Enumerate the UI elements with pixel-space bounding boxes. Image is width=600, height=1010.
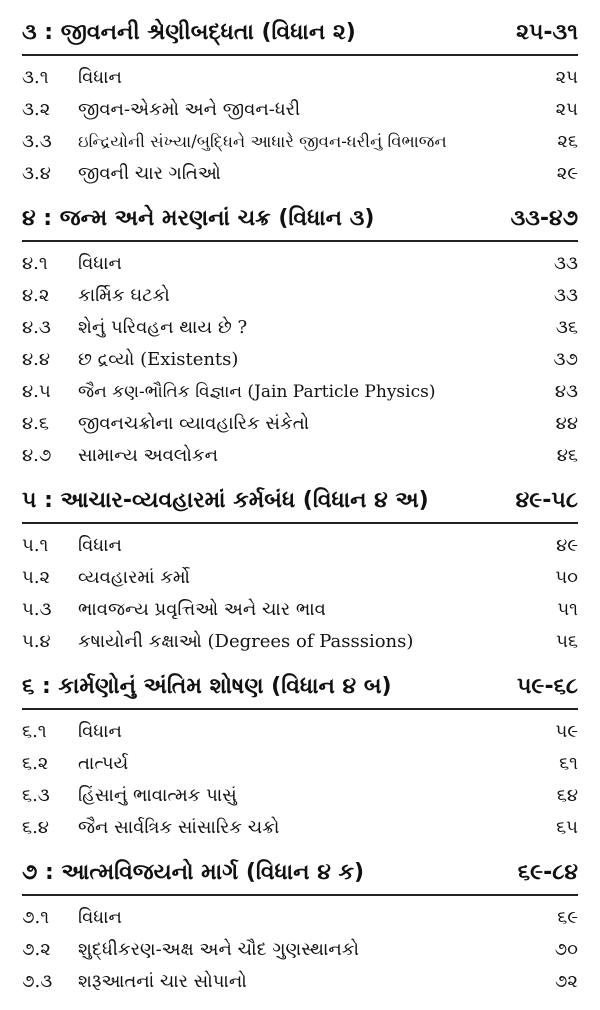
section-number: ૭.૩	[22, 971, 53, 992]
page-number: ૫૯	[555, 721, 578, 742]
section-title: છ દ્રવ્યો (Existents)	[78, 349, 239, 370]
page-number: ૨૫	[555, 67, 578, 88]
chapter-title: ૩ : જીવનની શ્રેણીબદ્ધતા (વિધાન ૨)	[22, 20, 356, 45]
toc-entry	[22, 376, 578, 408]
toc-entry	[22, 344, 578, 376]
chapter-page-range: ૩૩-૪૭	[510, 206, 578, 231]
section-title: વિધાન	[78, 253, 122, 274]
section-title: કષાયોની કક્ષાઓ (Degrees of Passsions)	[78, 631, 414, 652]
chapter-5	[22, 484, 578, 670]
chapter-title: ૭ : આત્મવિજયનો માર્ગ (વિધાન ૪ ક)	[22, 860, 365, 885]
toc-entry	[22, 94, 578, 126]
section-number: ૪.૨	[22, 285, 50, 306]
chapter-heading	[22, 484, 578, 524]
chapter-title: ૫ : આચાર-વ્યવહારમાં કર્મબંધ (વિધાન ૪ અ)	[22, 488, 429, 513]
toc-entry	[22, 594, 578, 626]
chapter-title: ૬ : કાર્મણોનું અંતિમ શોષણ (વિધાન ૪ બ)	[22, 674, 392, 699]
page-number: ૩૩	[554, 253, 578, 274]
section-title: વિધાન	[78, 535, 122, 556]
chapter-page-range: ૫૯-૬૮	[516, 674, 578, 699]
toc-entry	[22, 312, 578, 344]
chapter-page-range: ૨૫-૩૧	[516, 20, 578, 45]
toc-entry	[22, 562, 578, 594]
toc-entry	[22, 62, 578, 94]
chapter-4	[22, 202, 578, 484]
section-title: ભાવજન્ય પ્રવૃત્તિઓ અને ચાર ભાવ	[78, 599, 326, 620]
chapter-page-range: ૪૯-૫૮	[515, 488, 578, 513]
section-title: ઇન્દ્રિયોની સંખ્યા/બુદ્ધિને આધારે જીવન-ધરીનું વિભાજન	[78, 132, 447, 151]
section-title: જીવનચક્રોના વ્યાવહારિક સંકેતો	[78, 413, 310, 434]
toc-entry	[22, 902, 578, 934]
section-number: ૫.૧	[22, 535, 49, 556]
section-number: ૬.૪	[22, 817, 49, 838]
chapter-entries	[22, 716, 578, 856]
section-number: ૪.૭	[22, 445, 52, 466]
section-number: ૬.૨	[22, 753, 49, 774]
page-number: ૭૨	[554, 971, 578, 992]
page-number: ૬૧	[559, 753, 578, 774]
chapter-7	[22, 856, 578, 1010]
section-title: વિધાન	[78, 907, 122, 928]
section-number: ૫.૩	[22, 599, 52, 620]
chapter-entries	[22, 62, 578, 202]
section-title: સામાન્ય અવલોકન	[78, 445, 219, 466]
toc-entry	[22, 966, 578, 998]
page-number: ૫૧	[557, 599, 578, 620]
toc-entry	[22, 812, 578, 844]
section-number: ૪.૧	[22, 253, 48, 274]
section-number: ૪.૩	[22, 317, 51, 338]
page-number: ૪૬	[556, 445, 578, 466]
chapter-heading	[22, 16, 578, 56]
page-number: ૬૪	[556, 785, 578, 806]
section-title: જીવની ચાર ગતિઓ	[78, 163, 221, 184]
section-number: ૫.૪	[22, 631, 51, 652]
page-number: ૪૪	[555, 413, 578, 434]
page-number: ૭૦	[554, 939, 578, 960]
toc-entry	[22, 408, 578, 440]
section-number: ૩.૩	[22, 131, 52, 152]
section-number: ૬.૩	[22, 785, 50, 806]
section-number: ૬.૧	[22, 721, 47, 742]
section-number: ૩.૪	[22, 163, 51, 184]
section-number: ૪.૬	[22, 413, 49, 434]
section-title: વિધાન	[78, 67, 122, 88]
chapter-title: ૪ : જન્મ અને મરણનાં ચક્ર (વિધાન ૩)	[22, 206, 375, 231]
section-title: જૈન કણ-ભૌતિક વિજ્ઞાન (Jain Particle Physics)	[78, 382, 436, 402]
chapter-heading	[22, 202, 578, 242]
toc-entry	[22, 280, 578, 312]
section-number: ૭.૨	[22, 939, 51, 960]
chapter-entries	[22, 530, 578, 670]
section-title: શેનું પરિવહન થાય છે ?	[78, 317, 248, 338]
page-number: ૨૬	[557, 131, 578, 152]
section-title: વ્યવહારમાં કર્મો	[78, 567, 190, 588]
page-number: ૬૫	[556, 817, 578, 838]
section-title: શુદ્ધીકરણ-અક્ષ અને ચૌદ ગુણસ્થાનકો	[78, 939, 359, 960]
page-number: ૨૫	[555, 99, 578, 120]
section-number: ૪.૪	[22, 349, 51, 370]
toc-entry	[22, 716, 578, 748]
section-title: હિંસાનું ભાવાત્મક પાસું	[78, 785, 237, 806]
section-title: કાર્મિક ઘટકો	[78, 285, 170, 306]
section-number: ૪.૫	[22, 381, 51, 402]
page-number: ૬૯	[557, 907, 578, 928]
page-number: ૩૩	[554, 285, 578, 306]
section-number: ૫.૨	[22, 567, 51, 588]
section-title: તાત્પર્ય	[78, 753, 129, 774]
toc-entry	[22, 126, 578, 158]
section-number: ૭.૧	[22, 907, 50, 928]
page-number: ૫૦	[555, 567, 578, 588]
toc-entry	[22, 934, 578, 966]
section-number: ૩.૨	[22, 99, 51, 120]
chapter-entries	[22, 248, 578, 484]
section-title: શરૂઆતનાં ચાર સોપાનો	[78, 971, 247, 992]
section-title: જૈન સાર્વત્રિક સાંસારિક ચક્રો	[78, 817, 280, 838]
page-number: ૩૭	[553, 349, 578, 370]
section-number: ૩.૧	[22, 67, 49, 88]
chapter-heading	[22, 856, 578, 896]
section-title: વિધાન	[78, 721, 122, 742]
toc-entry	[22, 440, 578, 472]
chapter-entries	[22, 902, 578, 1010]
page-number: ૪૯	[556, 535, 578, 556]
chapter-page-range: ૬૯-૮૪	[517, 860, 578, 885]
page-number: ૫૬	[556, 631, 578, 652]
page-number: ૩૬	[555, 317, 578, 338]
toc-entry	[22, 530, 578, 562]
toc-entry	[22, 248, 578, 280]
page-number: ૪૩	[554, 381, 578, 402]
section-title: જીવન-એકમો અને જીવન-ધરી	[78, 99, 301, 120]
toc-entry	[22, 626, 578, 658]
page-number: ૨૯	[556, 163, 578, 184]
chapter-heading	[22, 670, 578, 710]
toc-entry	[22, 780, 578, 812]
chapter-6	[22, 670, 578, 856]
chapter-3	[22, 16, 578, 202]
toc-entry	[22, 158, 578, 190]
toc-entry	[22, 748, 578, 780]
